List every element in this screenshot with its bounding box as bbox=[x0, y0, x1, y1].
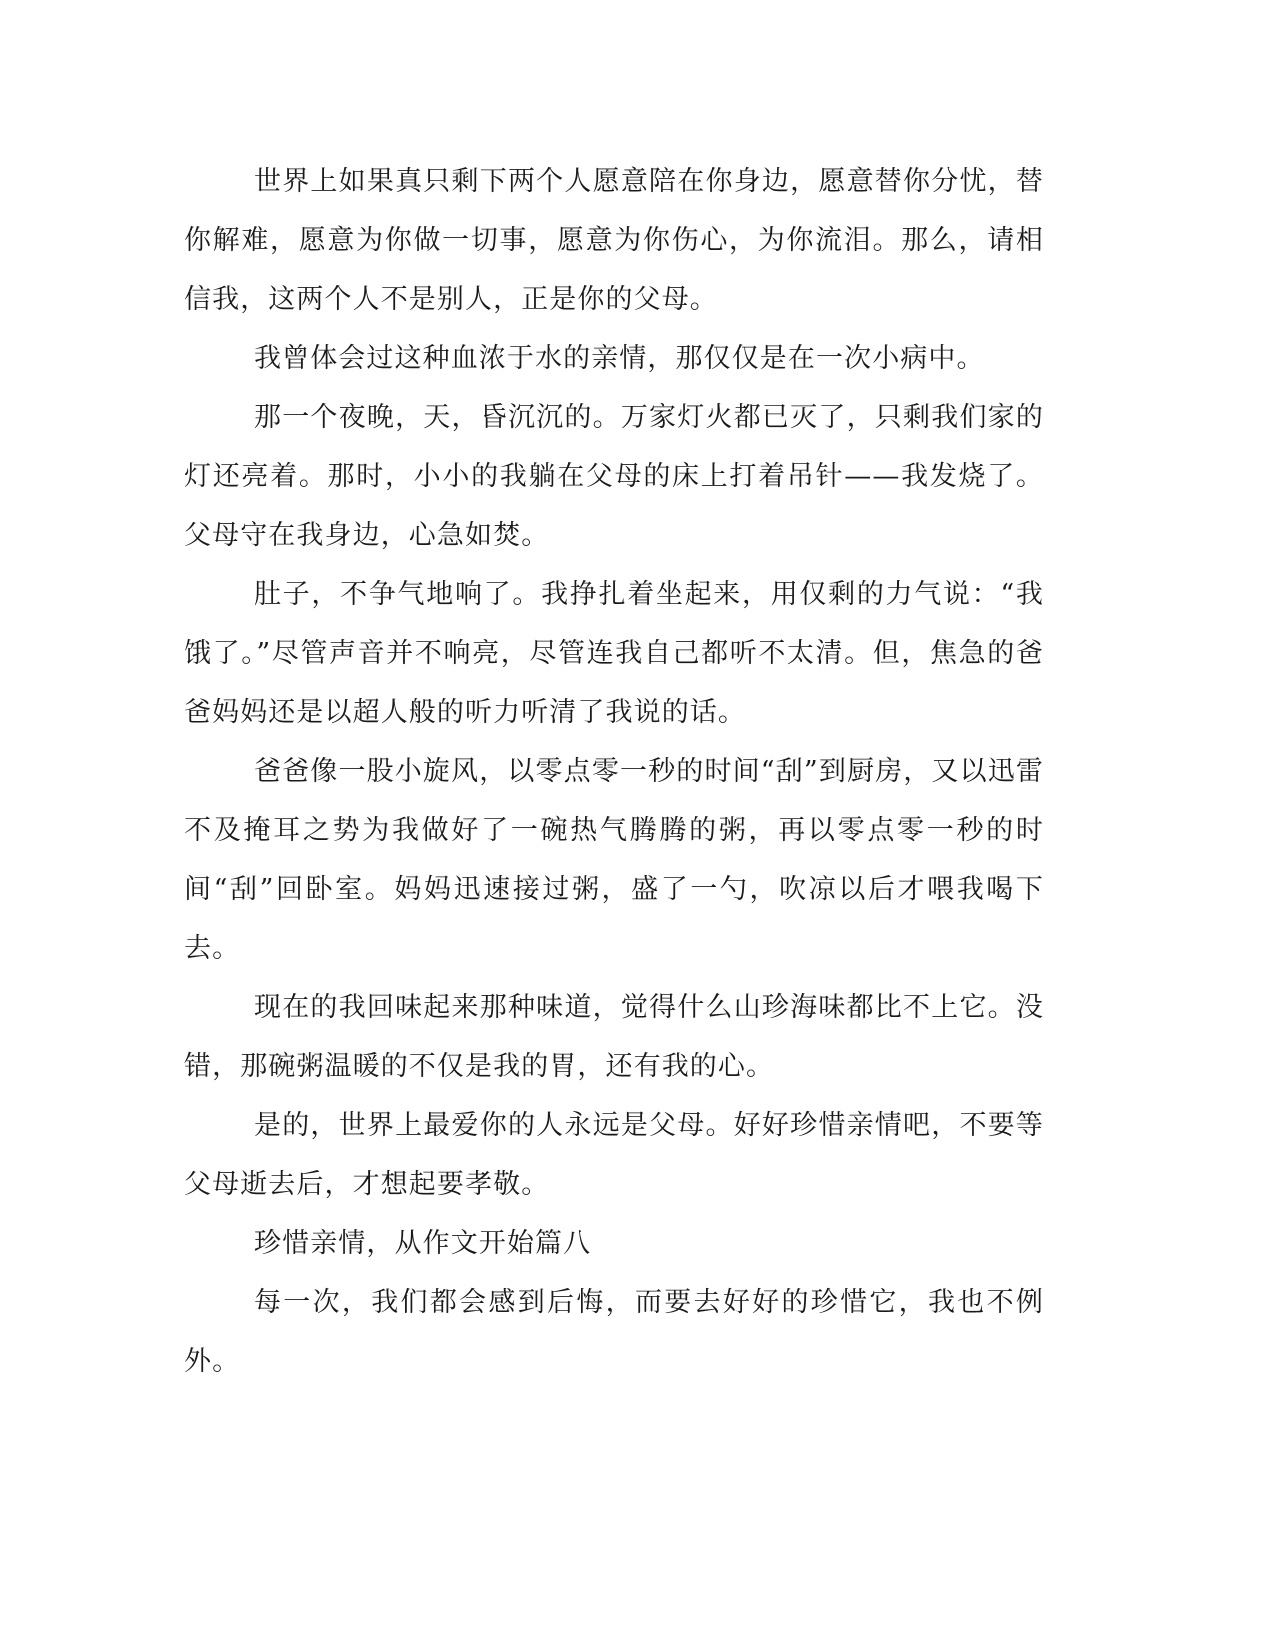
paragraph: 是的，世界上最爱你的人永远是父母。好好珍惜亲情吧，不要等父母逝去后，才想起要孝敬。 bbox=[184, 1110, 1044, 1200]
paragraph: 世界上如果真只剩下两个人愿意陪在你身边，愿意替你分忧，替你解难，愿意为你做一切事，愿意为你伤心，为你流泪。那么，请相信我，这两个人不是别人，正是你的父母。 bbox=[184, 166, 1044, 315]
paragraph: 肚子，不争气地响了。我挣扎着坐起来，用仅剩的力气说：“我饿了。”尽管声音并不响亮，尽管连我自己都听不太清。但，焦急的爸爸妈妈还是以超人般的听力听清了我说的话。 bbox=[184, 579, 1044, 728]
paragraph: 我曾体会过这种血浓于水的亲情，那仅仅是在一次小病中。 bbox=[254, 343, 985, 374]
paragraph: 爸爸像一股小旋风，以零点零一秒的时间“刮”到厨房，又以迅雷不及掩耳之势为我做好了一碗热气腾腾的粥，再以零点零一秒的时间“刮”回卧室。妈妈迅速接过粥，盛了一勺，吹凉以后才喂我喝下去。 bbox=[184, 756, 1044, 964]
paragraph: 那一个夜晚，天，昏沉沉的。万家灯火都已灭了，只剩我们家的灯还亮着。那时，小小的我躺在父母的床上打着吊针——我发烧了。父母守在我身边，心急如焚。 bbox=[184, 402, 1044, 551]
section-heading: 珍惜亲情，从作文开始篇八 bbox=[254, 1228, 592, 1259]
paragraph: 现在的我回味起来那种味道，觉得什么山珍海味都比不上它。没错，那碗粥温暖的不仅是我的胃，还有我的心。 bbox=[184, 992, 1044, 1082]
document-body bbox=[184, 152, 1044, 1391]
paragraph: 每一次，我们都会感到后悔，而要去好好的珍惜它，我也不例外。 bbox=[184, 1287, 1044, 1377]
